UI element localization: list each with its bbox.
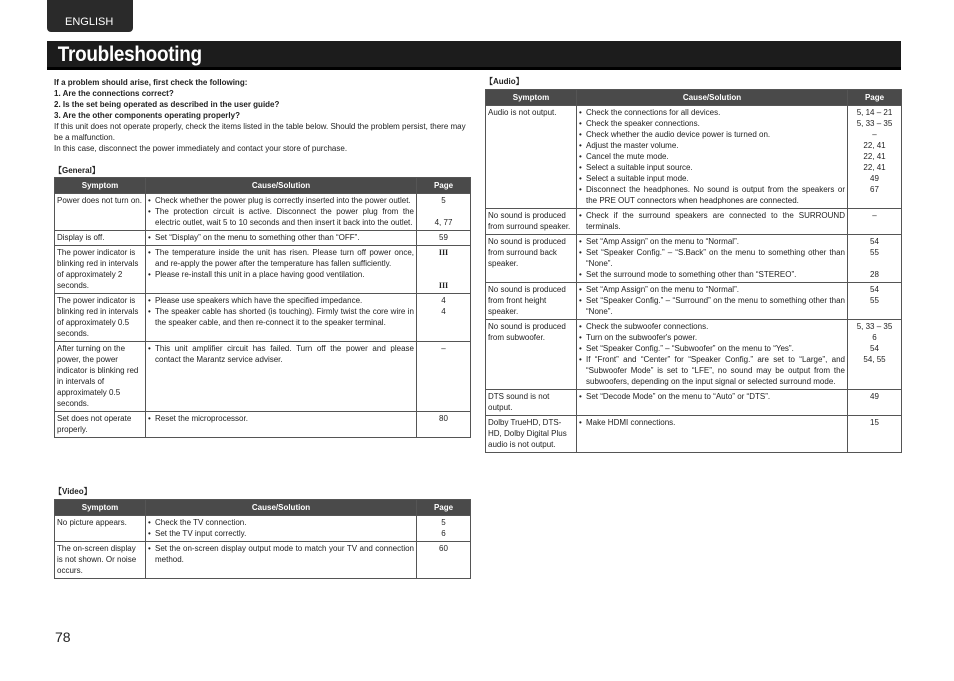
bullet-icon: • bbox=[579, 270, 582, 279]
cause-text: Set the on-screen display output mode to match your TV and connection method. bbox=[155, 544, 414, 564]
bullet-icon: • bbox=[579, 344, 582, 353]
cause-text: Check the speaker connections. bbox=[586, 119, 700, 128]
cause-cell bbox=[146, 231, 417, 246]
bullet-icon: • bbox=[148, 248, 151, 257]
cause-text: Please re-install this unit in a place having good ventilation. bbox=[155, 270, 365, 279]
cause-item bbox=[148, 206, 414, 228]
page-ref: III bbox=[438, 281, 449, 290]
table-row bbox=[55, 342, 471, 412]
bullet-icon: • bbox=[579, 130, 582, 139]
page-ref: 5 bbox=[441, 196, 446, 205]
cause-item bbox=[148, 232, 414, 243]
cause-text: Set “Amp Assign” on the menu to “Normal”. bbox=[586, 237, 739, 246]
audio-table bbox=[485, 89, 902, 453]
page-cell bbox=[848, 390, 902, 416]
cause-item bbox=[579, 354, 845, 387]
table-row bbox=[55, 194, 471, 231]
page-cell bbox=[417, 194, 471, 231]
cause-item bbox=[148, 528, 414, 539]
symptom-cell: Display is off. bbox=[55, 231, 146, 246]
page-ref: 22, 41 bbox=[863, 141, 886, 150]
cause-text: Set “Speaker Config.” – “S.Back” on the menu to something other than “None”. bbox=[586, 248, 845, 268]
page-number: 78 bbox=[55, 629, 71, 645]
bullet-icon: • bbox=[148, 296, 151, 305]
table-row bbox=[486, 416, 902, 453]
table-row bbox=[486, 106, 902, 209]
cause-text: Set “Speaker Config.” – “Surround” on the menu to something other than “None”. bbox=[586, 296, 845, 316]
cause-text: Set “Display” on the menu to something other than “OFF”. bbox=[155, 233, 360, 242]
bullet-icon: • bbox=[579, 237, 582, 246]
table-row bbox=[486, 390, 902, 416]
cause-item bbox=[579, 295, 845, 317]
table-row bbox=[55, 246, 471, 294]
bullet-icon: • bbox=[579, 108, 582, 117]
page-ref: 22, 41 bbox=[863, 163, 886, 172]
table-row bbox=[55, 412, 471, 438]
page-ref: 22, 41 bbox=[863, 152, 886, 161]
page-ref: 54, 55 bbox=[863, 355, 886, 364]
table-row bbox=[55, 294, 471, 342]
column-header-symptom: Symptom bbox=[55, 178, 146, 194]
language-label: ENGLISH bbox=[65, 16, 114, 28]
page-ref: – bbox=[441, 344, 446, 353]
table-row bbox=[486, 209, 902, 235]
cause-text: Reset the microprocessor. bbox=[155, 414, 248, 423]
cause-cell bbox=[577, 235, 848, 283]
cause-text: Check the connections for all devices. bbox=[586, 108, 721, 117]
page-cell bbox=[848, 106, 902, 209]
page-ref: 6 bbox=[872, 333, 877, 342]
column-header-page: Page bbox=[417, 500, 471, 516]
cause-text: Select a suitable input mode. bbox=[586, 174, 689, 183]
cause-text: Please use speakers which have the specified impedance. bbox=[155, 296, 363, 305]
page-ref: III bbox=[438, 248, 449, 257]
cause-cell bbox=[577, 106, 848, 209]
cause-cell bbox=[577, 320, 848, 390]
page-cell bbox=[848, 283, 902, 320]
section-label-audio: 【Audio】 bbox=[485, 77, 524, 86]
cause-item bbox=[579, 247, 845, 269]
page-ref: 5, 14 – 21 bbox=[856, 108, 893, 117]
cause-item bbox=[579, 107, 845, 118]
cause-cell bbox=[146, 516, 417, 542]
cause-item bbox=[579, 184, 845, 206]
cause-item bbox=[148, 306, 414, 328]
section-label-general: 【General】 bbox=[54, 166, 100, 175]
page-ref: 6 bbox=[441, 529, 446, 538]
bullet-icon: • bbox=[148, 518, 151, 527]
symptom-cell: The on-screen display is not shown. Or noise occurs. bbox=[55, 542, 146, 579]
symptom-cell: The power indicator is blinking red in intervals of approximately 2 seconds. bbox=[55, 246, 146, 294]
column-header-symptom: Symptom bbox=[55, 500, 146, 516]
page-ref: 15 bbox=[870, 418, 879, 427]
cause-cell bbox=[577, 283, 848, 320]
cause-item bbox=[579, 173, 845, 184]
cause-cell bbox=[146, 246, 417, 294]
column-header-page: Page bbox=[417, 178, 471, 194]
page-ref: 67 bbox=[870, 185, 879, 194]
column-header-symptom: Symptom bbox=[486, 90, 577, 106]
cause-item bbox=[579, 284, 845, 295]
cause-item bbox=[579, 162, 845, 173]
cause-item bbox=[579, 417, 845, 428]
cause-item bbox=[579, 118, 845, 129]
cause-cell bbox=[577, 390, 848, 416]
cause-cell bbox=[146, 542, 417, 579]
cause-item bbox=[579, 140, 845, 151]
bullet-icon: • bbox=[579, 392, 582, 401]
page-ref: 54 bbox=[870, 237, 879, 246]
bullet-icon: • bbox=[579, 285, 582, 294]
page-ref: 5 bbox=[441, 518, 446, 527]
intro-line: 3. Are the other components operating properly? bbox=[54, 111, 240, 120]
bullet-icon: • bbox=[579, 211, 582, 220]
column-header-page: Page bbox=[848, 90, 902, 106]
table-row bbox=[55, 231, 471, 246]
cause-item bbox=[148, 295, 414, 306]
cause-text: Make HDMI connections. bbox=[586, 418, 676, 427]
page-cell bbox=[417, 542, 471, 579]
table-row bbox=[486, 283, 902, 320]
bullet-icon: • bbox=[579, 248, 582, 257]
bullet-icon: • bbox=[579, 141, 582, 150]
page-cell bbox=[417, 231, 471, 246]
cause-item bbox=[579, 269, 845, 280]
symptom-cell: DTS sound is not output. bbox=[486, 390, 577, 416]
symptom-cell: Set does not operate properly. bbox=[55, 412, 146, 438]
cause-item bbox=[148, 247, 414, 269]
general-table bbox=[54, 177, 471, 438]
page-ref: – bbox=[872, 211, 877, 220]
symptom-cell: No sound is produced from front height speaker. bbox=[486, 283, 577, 320]
page-ref: 60 bbox=[439, 544, 448, 553]
page-ref: 28 bbox=[870, 270, 879, 279]
intro-line: If a problem should arise, first check the following: bbox=[54, 78, 248, 87]
bullet-icon: • bbox=[579, 152, 582, 161]
cause-text: Check the TV connection. bbox=[155, 518, 247, 527]
cause-cell bbox=[146, 342, 417, 412]
cause-text: Adjust the master volume. bbox=[586, 141, 679, 150]
bullet-icon: • bbox=[148, 529, 151, 538]
page-title: Troubleshooting bbox=[57, 43, 202, 66]
symptom-cell: Audio is not output. bbox=[486, 106, 577, 209]
bullet-icon: • bbox=[579, 333, 582, 342]
symptom-cell: Dolby TrueHD, DTS-HD, Dolby Digital Plus audio is not output. bbox=[486, 416, 577, 453]
cause-item bbox=[148, 413, 414, 424]
language-tab bbox=[47, 0, 133, 32]
cause-cell bbox=[146, 194, 417, 231]
cause-item bbox=[579, 129, 845, 140]
page-ref: 5, 33 – 35 bbox=[856, 119, 893, 128]
symptom-cell: The power indicator is blinking red in intervals of approximately 0.5 seconds. bbox=[55, 294, 146, 342]
page-ref: – bbox=[872, 130, 877, 139]
cause-item bbox=[148, 343, 414, 365]
intro-paragraph: In this case, disconnect the power immediately and contact your store of purchase. bbox=[54, 144, 348, 153]
cause-text: Check whether the audio device power is turned on. bbox=[586, 130, 771, 139]
page-ref: 55 bbox=[870, 296, 879, 305]
page-cell bbox=[848, 320, 902, 390]
table-row bbox=[55, 542, 471, 579]
cause-text: The protection circuit is active. Disconnect the power plug from the electric outlet, wait 5 to 10 seconds and then insert it back into the outlet. bbox=[155, 207, 414, 227]
symptom-cell: No sound is produced from subwoofer. bbox=[486, 320, 577, 390]
bullet-icon: • bbox=[148, 207, 151, 216]
page-ref: 54 bbox=[870, 285, 879, 294]
cause-item bbox=[148, 269, 414, 280]
bullet-icon: • bbox=[148, 233, 151, 242]
cause-text: This unit amplifier circuit has failed. Turn off the power and please contact the Marantz service adviser. bbox=[155, 344, 414, 364]
intro-line: 1. Are the connections correct? bbox=[54, 89, 174, 98]
column-header-cause: Cause/Solution bbox=[146, 178, 417, 194]
page-ref: 80 bbox=[439, 414, 448, 423]
cause-text: Set the TV input correctly. bbox=[155, 529, 247, 538]
cause-item bbox=[579, 321, 845, 332]
cause-item bbox=[579, 343, 845, 354]
symptom-cell: After turning on the power, the power indicator is blinking red in intervals of approximately 0.5 seconds. bbox=[55, 342, 146, 412]
page-ref: 49 bbox=[870, 174, 879, 183]
page-cell bbox=[848, 416, 902, 453]
symptom-cell: No sound is produced from surround back speaker. bbox=[486, 235, 577, 283]
bullet-icon: • bbox=[148, 344, 151, 353]
bullet-icon: • bbox=[579, 174, 582, 183]
page-ref: 59 bbox=[439, 233, 448, 242]
cause-text: Cancel the mute mode. bbox=[586, 152, 669, 161]
page-ref: 4 bbox=[441, 296, 446, 305]
bullet-icon: • bbox=[579, 296, 582, 305]
page-cell bbox=[417, 412, 471, 438]
cause-text: Set “Decode Mode” on the menu to “Auto” or “DTS”. bbox=[586, 392, 771, 401]
bullet-icon: • bbox=[579, 119, 582, 128]
page-cell bbox=[417, 342, 471, 412]
section-label-video: 【Video】 bbox=[54, 487, 92, 496]
page-ref: 4 bbox=[441, 307, 446, 316]
cause-text: Set “Speaker Config.” – “Subwoofer” on the menu to “Yes”. bbox=[586, 344, 794, 353]
cause-text: Turn on the subwoofer's power. bbox=[586, 333, 698, 342]
cause-item bbox=[579, 391, 845, 402]
cause-text: Set the surround mode to something other than “STEREO”. bbox=[586, 270, 797, 279]
bullet-icon: • bbox=[579, 185, 582, 194]
column-header-cause: Cause/Solution bbox=[577, 90, 848, 106]
cause-cell bbox=[577, 416, 848, 453]
intro-line: 2. Is the set being operated as described in the user guide? bbox=[54, 100, 280, 109]
page-cell bbox=[417, 516, 471, 542]
cause-cell bbox=[146, 294, 417, 342]
page-cell bbox=[848, 235, 902, 283]
cause-text: Select a suitable input source. bbox=[586, 163, 693, 172]
page-cell bbox=[417, 246, 471, 294]
page-cell bbox=[848, 209, 902, 235]
cause-item bbox=[148, 517, 414, 528]
title-bar bbox=[47, 41, 901, 70]
symptom-cell: No sound is produced from surround speaker. bbox=[486, 209, 577, 235]
bullet-icon: • bbox=[579, 355, 582, 364]
symptom-cell: Power does not turn on. bbox=[55, 194, 146, 231]
cause-item bbox=[579, 151, 845, 162]
table-row bbox=[486, 235, 902, 283]
bullet-icon: • bbox=[579, 418, 582, 427]
page-ref: 55 bbox=[870, 248, 879, 257]
bullet-icon: • bbox=[579, 163, 582, 172]
cause-cell bbox=[577, 209, 848, 235]
cause-text: The speaker cable has shorted (is touching). Firmly twist the core wire in the speaker cable, and then re-connect it to the speaker terminal. bbox=[155, 307, 414, 327]
column-header-cause: Cause/Solution bbox=[146, 500, 417, 516]
cause-text: Check the subwoofer connections. bbox=[586, 322, 709, 331]
cause-item bbox=[579, 210, 845, 232]
page-ref: 49 bbox=[870, 392, 879, 401]
video-table bbox=[54, 499, 471, 579]
cause-text: Set “Amp Assign” on the menu to “Normal”. bbox=[586, 285, 739, 294]
cause-item bbox=[148, 195, 414, 206]
cause-item bbox=[579, 236, 845, 247]
page-cell bbox=[417, 294, 471, 342]
cause-cell bbox=[146, 412, 417, 438]
page-ref: 4, 77 bbox=[434, 218, 453, 227]
bullet-icon: • bbox=[148, 270, 151, 279]
cause-text: Disconnect the headphones. No sound is output from the speakers or the PRE OUT connectors when headphones are connected. bbox=[586, 185, 845, 205]
page-ref: 5, 33 – 35 bbox=[856, 322, 893, 331]
cause-item bbox=[579, 332, 845, 343]
bullet-icon: • bbox=[148, 196, 151, 205]
page-ref: 54 bbox=[870, 344, 879, 353]
intro-block bbox=[54, 77, 472, 154]
cause-text: Check if the surround speakers are connected to the SURROUND terminals. bbox=[586, 211, 845, 231]
table-row bbox=[486, 320, 902, 390]
cause-text: If “Front” and “Center” for “Speaker Config.” are set to “Large”, and “Subwoofer Mode” is set to “LFE”, no sound may be output from the subwoofers, depending on the input signal or selected surround mode. bbox=[586, 355, 845, 386]
bullet-icon: • bbox=[579, 322, 582, 331]
cause-text: The temperature inside the unit has risen. Please turn off power once, and re-apply the power after the temperature has fallen sufficiently. bbox=[155, 248, 414, 268]
bullet-icon: • bbox=[148, 307, 151, 316]
table-row bbox=[55, 516, 471, 542]
cause-text: Check whether the power plug is correctly inserted into the power outlet. bbox=[155, 196, 411, 205]
bullet-icon: • bbox=[148, 544, 151, 553]
bullet-icon: • bbox=[148, 414, 151, 423]
cause-item bbox=[148, 543, 414, 565]
symptom-cell: No picture appears. bbox=[55, 516, 146, 542]
intro-paragraph: If this unit does not operate properly, check the items listed in the table below. Should the problem persist, there may be a malfunction. bbox=[54, 122, 466, 142]
